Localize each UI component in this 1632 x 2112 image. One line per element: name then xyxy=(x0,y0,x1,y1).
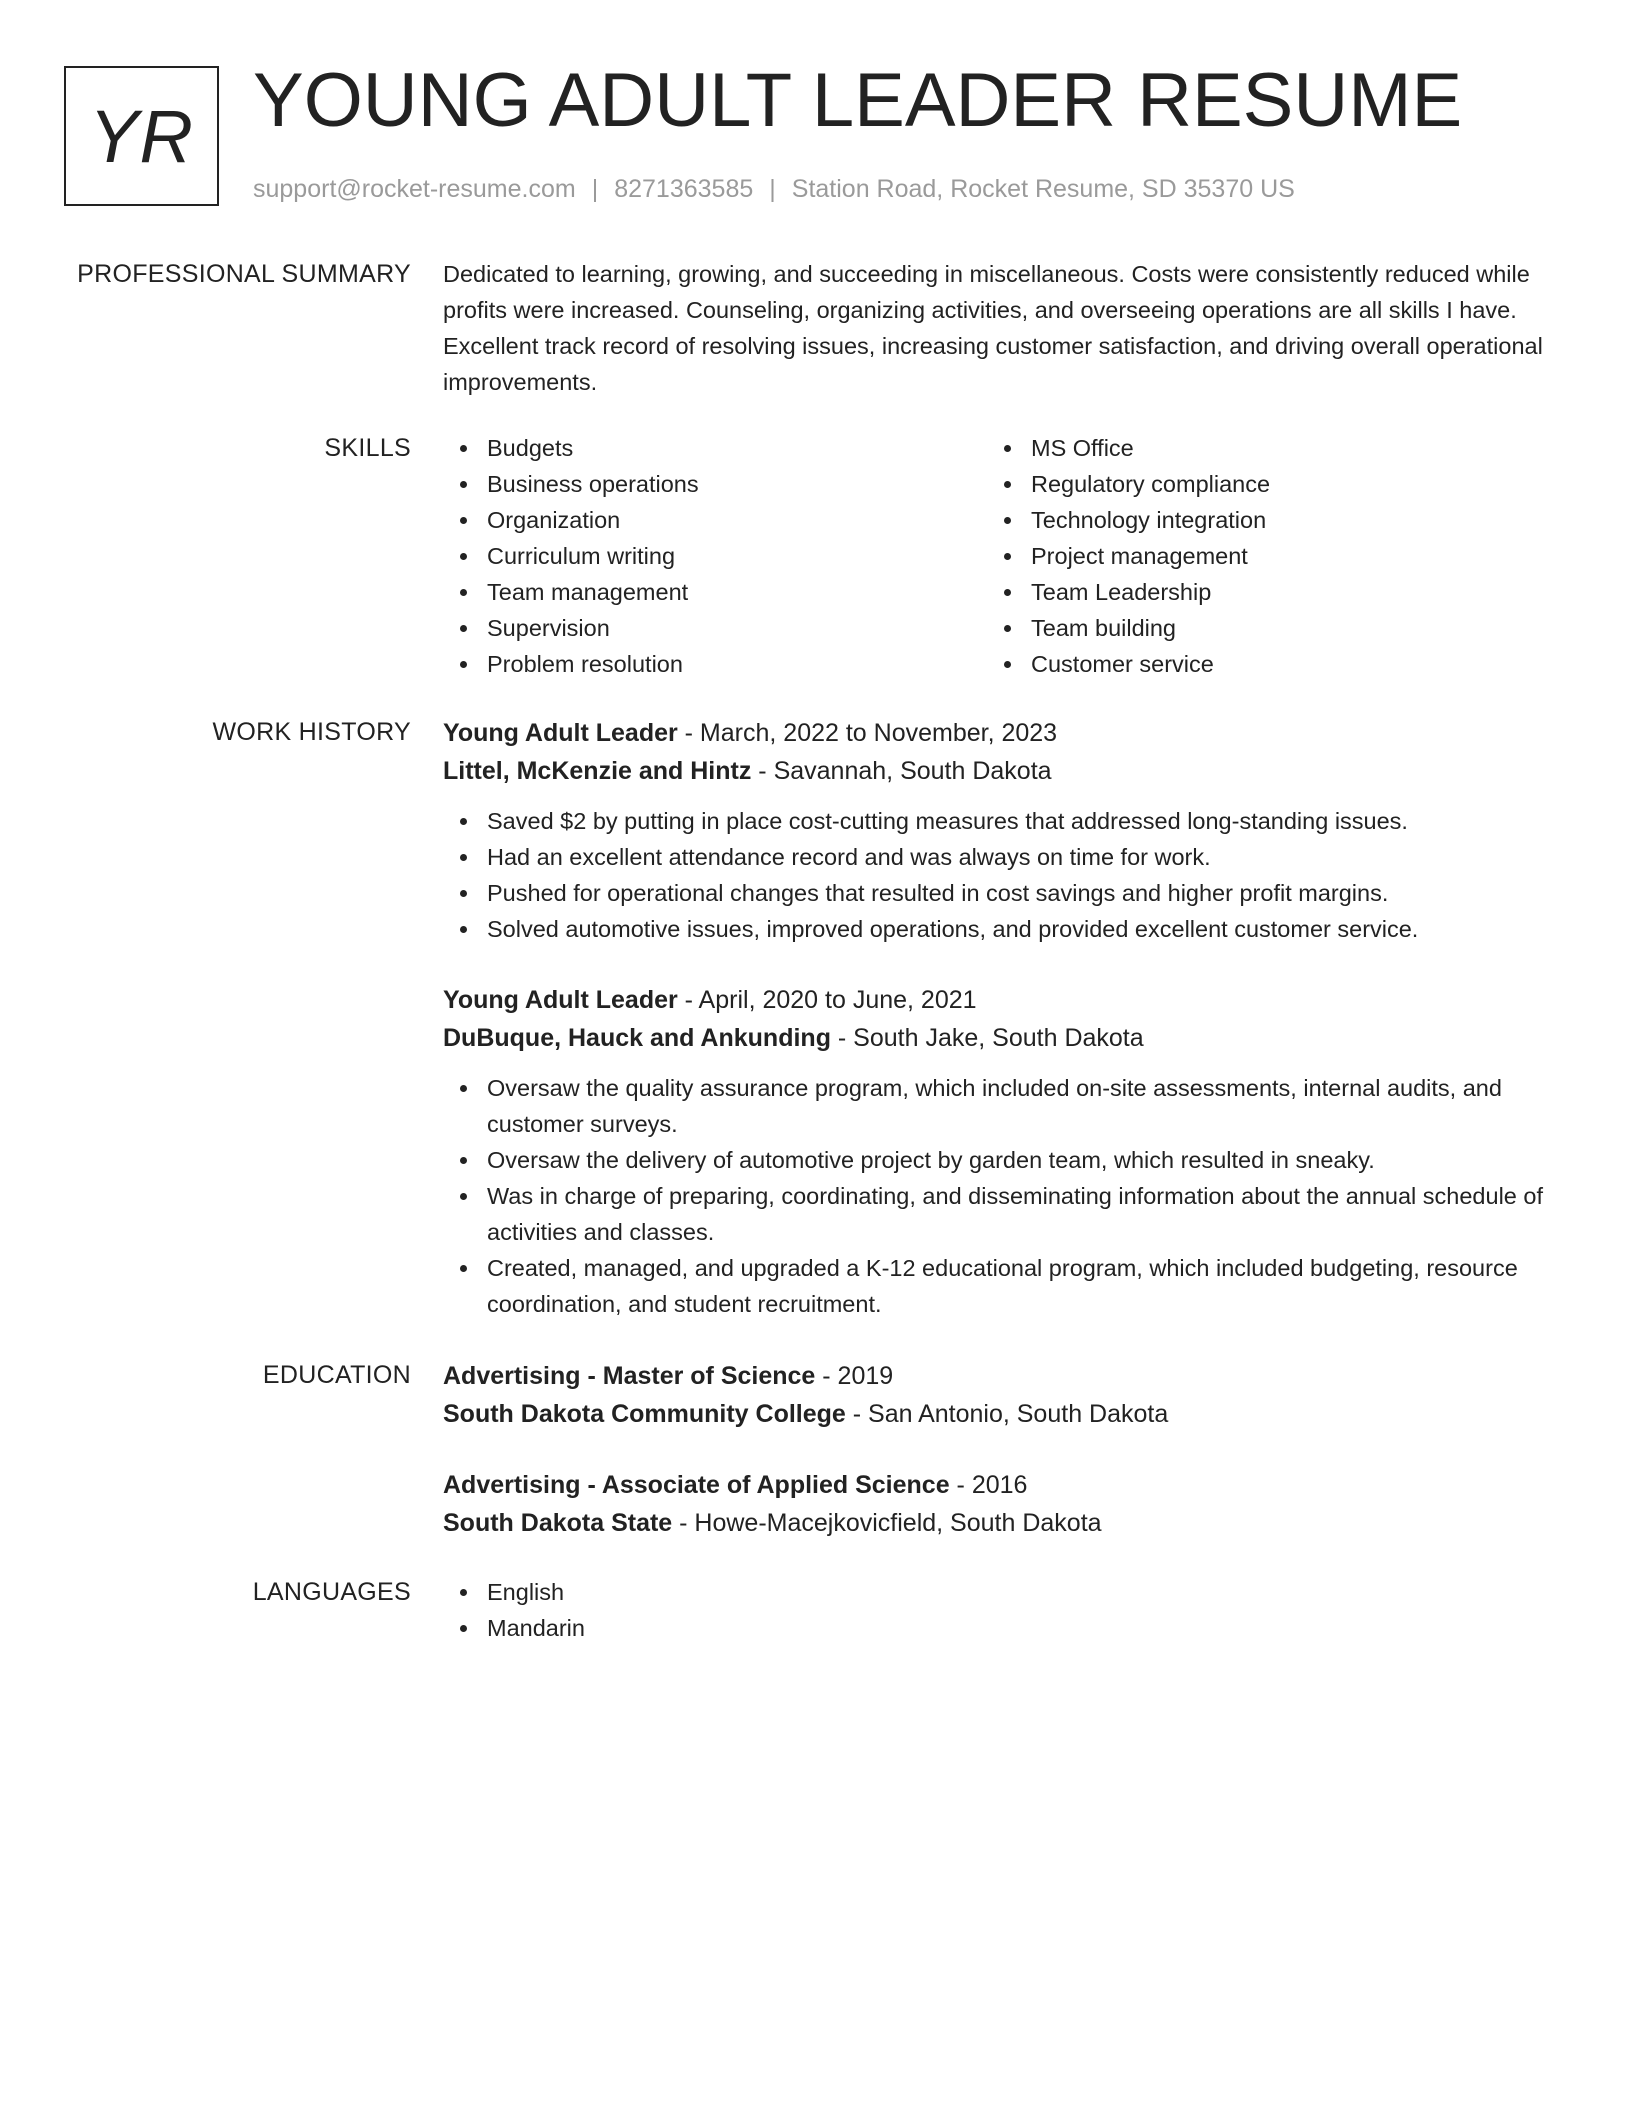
contact-phone: 8271363585 xyxy=(614,175,754,203)
skills-column-left xyxy=(443,430,987,682)
skill-item: Organization xyxy=(443,502,987,538)
job-title-line xyxy=(443,981,1553,1019)
skill-item: Budgets xyxy=(443,430,987,466)
job-bullet: Oversaw the delivery of automotive project by garden team, which resulted in sneaky. xyxy=(443,1142,1553,1178)
contact-address: Station Road, Rocket Resume, SD 35370 US xyxy=(791,175,1295,203)
languages-heading: LANGUAGES xyxy=(252,1578,411,1606)
job-company-line xyxy=(443,752,1553,790)
job-body xyxy=(443,981,1553,1322)
skills-heading: SKILLS xyxy=(324,434,411,462)
skill-item: Team Leadership xyxy=(987,574,1531,610)
job-bullet: Was in charge of preparing, coordinating, and disseminating information about the annual schedule of activities and classes. xyxy=(443,1178,1553,1250)
job-company-line xyxy=(443,1019,1553,1057)
skill-item: Curriculum writing xyxy=(443,538,987,574)
skill-item: MS Office xyxy=(987,430,1531,466)
skill-item: Team building xyxy=(987,610,1531,646)
education-degree: Advertising - Master of Science xyxy=(443,1362,816,1390)
job-bullet: Pushed for operational changes that resulted in cost savings and higher profit margins. xyxy=(443,875,1553,911)
job-title: Young Adult Leader xyxy=(443,719,678,747)
job-company: Littel, McKenzie and Hintz xyxy=(443,757,752,785)
languages-list xyxy=(443,1574,1553,1646)
languages-body xyxy=(443,1574,1553,1646)
job-body xyxy=(443,714,1553,947)
job-bullets xyxy=(443,1070,1553,1322)
job-bullet: Solved automotive issues, improved operations, and provided excellent customer service. xyxy=(443,911,1553,947)
education-heading: EDUCATION xyxy=(262,1361,411,1389)
skill-item: Regulatory compliance xyxy=(987,466,1531,502)
work-history-heading: WORK HISTORY xyxy=(212,718,411,746)
job-bullet: Created, managed, and upgraded a K-12 educational program, which included budgeting, resource coordination, and student recruitment. xyxy=(443,1250,1553,1322)
monogram-logo: YR xyxy=(64,66,219,206)
contact-line xyxy=(253,172,1295,206)
skills-column-right xyxy=(987,430,1531,682)
skill-item: Technology integration xyxy=(987,502,1531,538)
skill-item: Customer service xyxy=(987,646,1531,682)
job-location: - South Jake, South Dakota xyxy=(830,1024,1144,1052)
education-degree-line xyxy=(443,1357,1553,1395)
job-dates: - April, 2020 to June, 2021 xyxy=(677,986,977,1014)
summary-body xyxy=(443,256,1553,400)
skill-item: Team management xyxy=(443,574,987,610)
job-bullet: Oversaw the quality assurance program, which included on-site assessments, internal audits, and customer surveys. xyxy=(443,1070,1553,1142)
education-year: - 2016 xyxy=(949,1471,1028,1499)
language-item: Mandarin xyxy=(443,1610,1553,1646)
education-school-line xyxy=(443,1504,1553,1542)
contact-separator: | xyxy=(591,175,599,203)
education-location: - Howe-Macejkovicfield, South Dakota xyxy=(672,1509,1102,1537)
job-company: DuBuque, Hauck and Ankunding xyxy=(443,1024,831,1052)
contact-separator: | xyxy=(769,175,776,203)
education-degree: Advertising - Associate of Applied Science xyxy=(443,1471,950,1499)
job-title: Young Adult Leader xyxy=(443,986,678,1014)
education-school: South Dakota Community College xyxy=(443,1400,846,1428)
education-school: South Dakota State xyxy=(443,1509,673,1537)
job-bullet: Had an excellent attendance record and was always on time for work. xyxy=(443,839,1553,875)
job-title-line xyxy=(443,714,1553,752)
education-school-line xyxy=(443,1395,1553,1433)
job-bullets xyxy=(443,803,1553,947)
skills-body xyxy=(443,430,1553,682)
education-body xyxy=(443,1466,1553,1542)
skill-item: Business operations xyxy=(443,466,987,502)
job-location: - Savannah, South Dakota xyxy=(751,757,1052,785)
education-year: - 2019 xyxy=(815,1362,894,1390)
resume-title: YOUNG ADULT LEADER RESUME xyxy=(253,58,1463,143)
language-item: English xyxy=(443,1574,1553,1610)
summary-heading: PROFESSIONAL SUMMARY xyxy=(77,260,411,288)
skill-item: Supervision xyxy=(443,610,987,646)
education-location: - San Antonio, South Dakota xyxy=(845,1400,1169,1428)
job-bullet: Saved $2 by putting in place cost-cutting measures that addressed long-standing issues. xyxy=(443,803,1553,839)
skill-item: Problem resolution xyxy=(443,646,987,682)
education-entry xyxy=(443,1357,1553,1433)
summary-text: Dedicated to learning, growing, and succeeding in miscellaneous. Costs were consistently reduced while profits were increased. Counseling, organizing activities, and overseeing operations are all skills I have. Excellent track record of resolving issues, increasing customer satisfaction, and driving overall operational improvements. xyxy=(443,261,1543,395)
education-degree-line xyxy=(443,1466,1553,1504)
job-dates: - March, 2022 to November, 2023 xyxy=(677,719,1058,747)
contact-email: support@rocket-resume.com xyxy=(253,175,576,203)
skill-item: Project management xyxy=(987,538,1531,574)
